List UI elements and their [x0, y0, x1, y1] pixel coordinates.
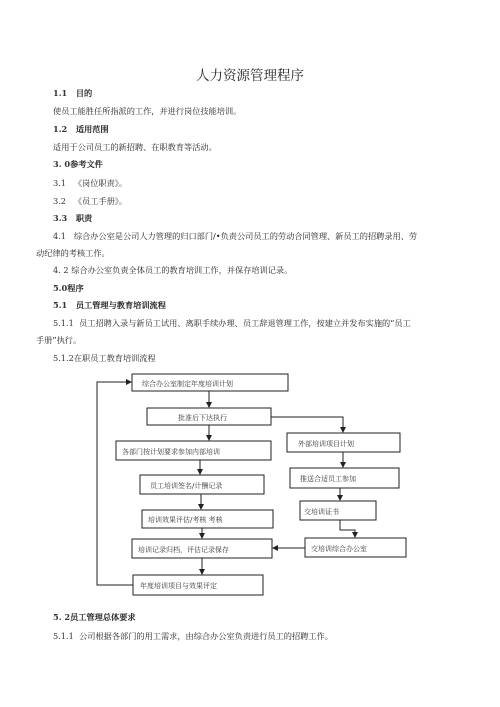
section-label: 在职员工教育培训流程	[73, 353, 156, 363]
section-number: 5. 2	[53, 612, 71, 622]
section-number: 5.1.1	[53, 318, 74, 328]
flow-box-approve-label: 批准后下达执行	[178, 414, 227, 422]
section-number: 3.3	[53, 213, 68, 223]
section-label: 参考文件	[70, 159, 103, 169]
section-5-1-1-line2: 手册”执行。	[36, 335, 82, 345]
section-label: 程序	[67, 283, 84, 293]
section-4-1-line2: 动纪律的考核工作。	[36, 248, 110, 258]
section-number: 4. 2	[53, 265, 69, 275]
section-number: 4.1	[53, 231, 67, 241]
flow-arrow	[340, 520, 355, 537]
section-text: 员工招聘入录与新员工试用、离职手续办理、员工辞退管理工作，按建立并发布实施的“员工	[79, 318, 411, 328]
flow-box-internal-training-label: 各部门按计划要求参加内部培训	[122, 448, 220, 456]
section-label: 《岗位职责》。	[73, 178, 128, 188]
flow-box-certificate-label: 交培训证书	[304, 508, 339, 516]
section-number: 5.1	[53, 300, 68, 310]
section-label: 员工管理与教育培训流程	[75, 300, 166, 310]
section-1-2-text: 适用于公司员工的新招聘、在职教育等活动。	[53, 142, 217, 152]
flow-box-annual-plan-label: 综合办公室制定年度培训计划	[142, 380, 233, 388]
section-text: 综合办公室是公司人力管理的归口部门/•负责公司员工的劳动合同管理、新员工的招聘录用、劳	[73, 231, 418, 241]
section-number: 3.2	[53, 196, 67, 206]
section-5-2-heading	[53, 612, 136, 623]
flow-box-annual-review-label: 年度培训项目与效果评定	[140, 582, 217, 590]
section-5-2-1	[53, 631, 333, 642]
section-label: 目的	[75, 88, 93, 98]
flow-box-send-staff-label: 推送合适员工参加	[300, 475, 356, 483]
flow-box-evaluation-label: 培训效果评估/考核 考核	[148, 516, 223, 524]
section-label: 《员工手册》。	[73, 196, 128, 206]
section-number: 3. 0	[53, 159, 71, 169]
flow-branch-external	[271, 417, 343, 432]
section-number: 5.1.2	[53, 353, 74, 363]
flow-box-archive-label: 培训记录归档，评估记录保存	[138, 546, 229, 554]
section-number: 5.1.1	[53, 631, 74, 641]
section-text: 综合办公室负责全体员工的教育培训工作，并保存培训记录。	[71, 265, 293, 275]
flow-box-external-plan-label: 外部培训项目计划	[298, 440, 354, 448]
section-number: 3.1	[53, 178, 67, 188]
section-label: 员工管理总体要求	[70, 612, 136, 622]
flow-feedback-loop	[97, 382, 133, 585]
flow-box-sign-record-label: 员工培训签名/计酬记录	[150, 482, 223, 490]
page-title: 人力资源管理程序	[196, 68, 304, 84]
section-text: 公司根据各部门的用工需求，由综合办公室负责进行员工的招聘工作。	[79, 631, 333, 641]
section-number: 1.2	[53, 124, 68, 134]
section-label: 职责	[75, 213, 93, 223]
section-1-1-text: 使员工能胜任所指派的工作，并进行岗位技能培训。	[53, 106, 242, 116]
section-number: 5.0	[53, 283, 68, 293]
flow-box-submit-office-label: 交培训综合办公室	[311, 545, 367, 553]
section-number: 1.1	[53, 88, 68, 98]
section-label: 适用范围	[75, 124, 109, 134]
